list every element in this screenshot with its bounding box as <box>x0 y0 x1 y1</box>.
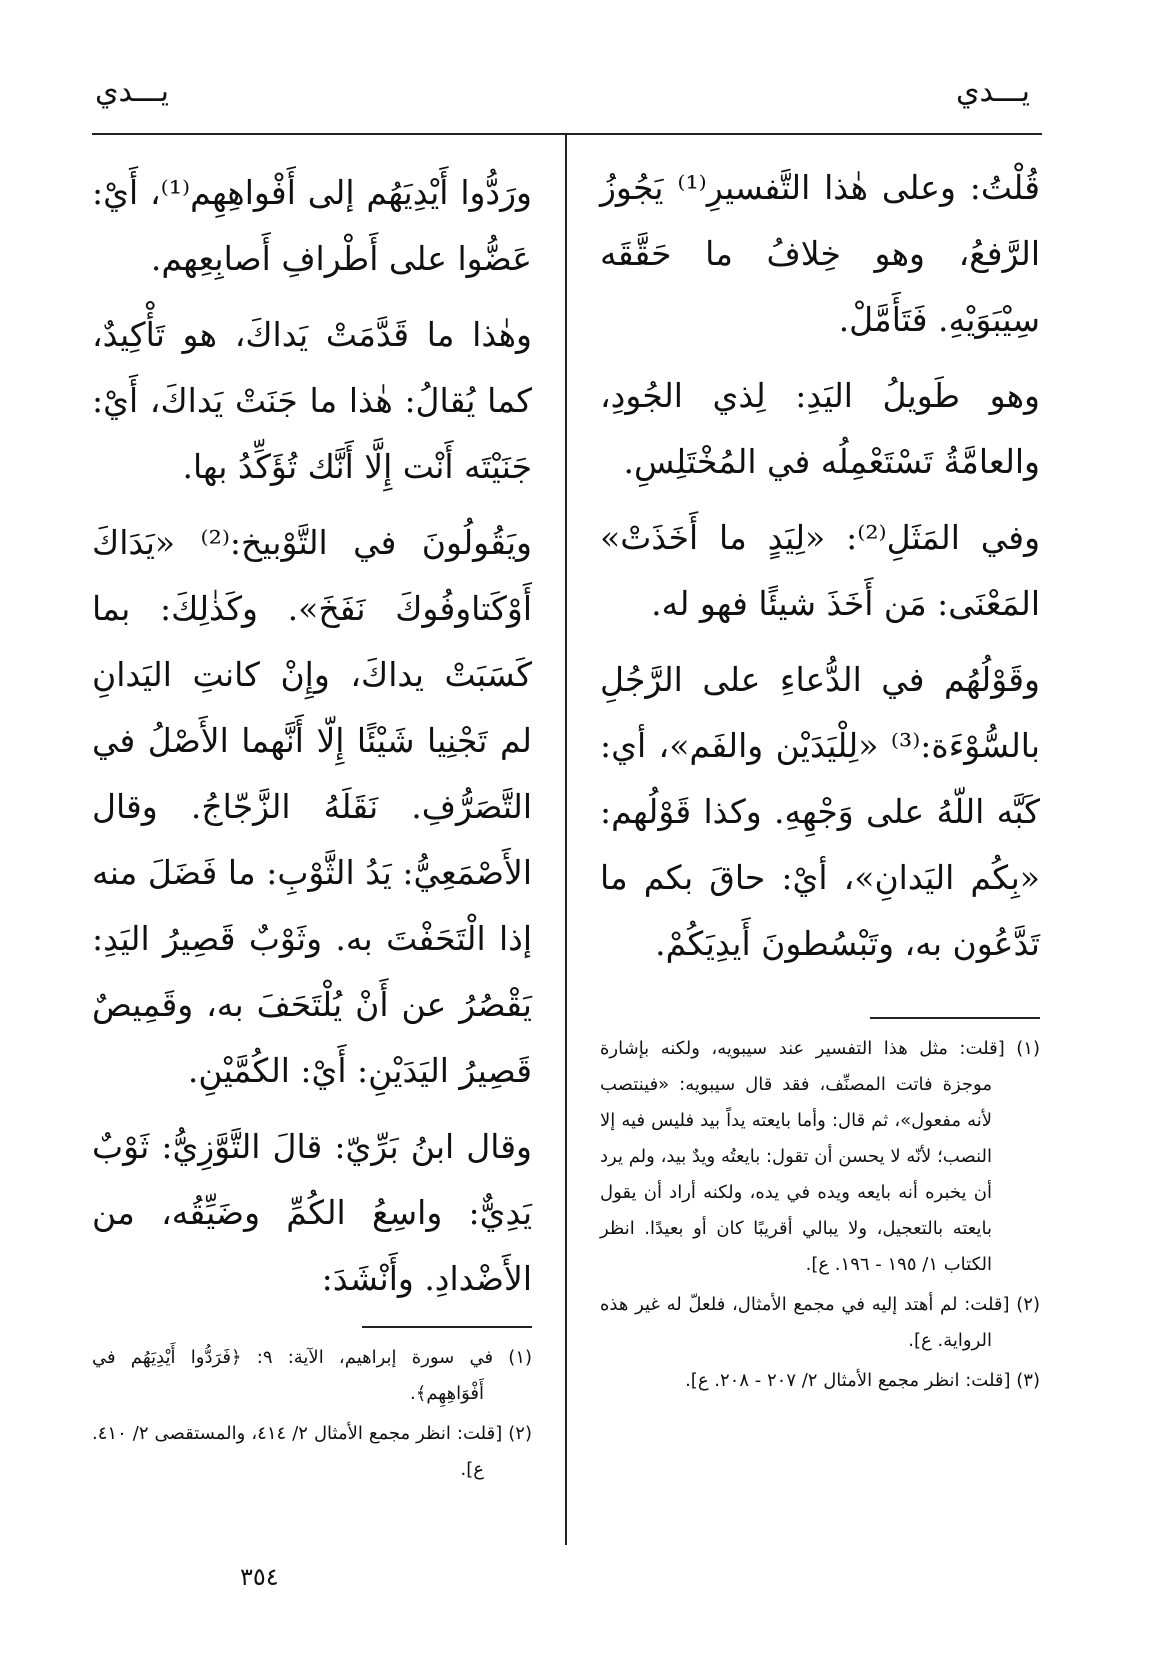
footnote-rule <box>870 1017 1040 1019</box>
left-column <box>92 160 532 1492</box>
footnote: (١) في سورة إبراهيم، الآية: ٩: ﴿فَرَدُّوا أَيْدِيَهُم في أَفْوَاهِهِم﴾. <box>92 1347 533 1404</box>
body-paragraph: وقال ابنُ بَرِّيّ: قالَ التَّوَّزِيُّ: ثَوْبٌ يَدِيٌّ: واسِعُ الكُمِّ وضَيِّقُه، من الأَضْدادِ. وأَنْشَدَ: <box>92 1127 532 1298</box>
running-header-left: يـــدي <box>95 74 169 109</box>
footnote: (٢) [قلت: انظر مجمع الأمثال ٢/ ٤١٤، والمستقصى ٢/ ٤١٠. ع]. <box>92 1423 532 1480</box>
column-divider <box>565 135 567 1545</box>
body-paragraph: قُلْتُ: وعلى هٰذا التَّفسيرِ⁽¹⁾ يَجُوزُ الرَّفعُ، وهو خِلافُ ما حَقَّقَه سِيْبَوَيْهِ. فَتَأَمَّلْ. <box>600 168 1040 339</box>
body-paragraph: وفي المَثَلِ⁽²⁾: «لِيَدٍ ما أَخَذَتْ» المَعْنَى: مَن أَخَذَ شيئًا فهو له. <box>600 518 1041 623</box>
body-paragraph: ورَدُّوا أَيْدِيَهُم إلى أَفْواهِهِم⁽¹⁾، أَيْ: عَضُّوا على أَطْرافِ أَصابِعِهم. <box>92 173 532 278</box>
body-paragraph: ويَقُولُونَ في التَّوْبيخ:⁽²⁾ «يَدَاكَ أَوْكَتاوفُوكَ نَفَخَ». وكَذٰلِكَ: بما كَسَبَتْ يداكَ، وإِنْ كانتِ اليَدانِ لم تَجْنِيا شَيْئًا إِلّا أَنَّهما الأَصْلُ في التَّصَرُّفِ. نَقَلَهُ الزَّجّاجُ. وقال الأَصْمَعِيُّ: يَدُ الثَّوْبِ: ما فَضَلَ منه إذا الْتَحَفْتَ به. وثَوْبٌ قَصِيرُ اليَدِ: يَقْصُرُ عن أَنْ يُلْتَحَفَ به، وقَمِيصٌ قَصِيرُ اليَدَيْنِ: أَيْ: الكُمَّيْنِ. <box>92 523 532 1090</box>
header-rule <box>92 133 1042 135</box>
right-column <box>600 155 1040 1403</box>
body-paragraph: وهو طَويلُ اليَدِ: لِذي الجُودِ، والعامَّةُ تَسْتَعْمِلُه في المُخْتَلِسِ. <box>600 376 1040 481</box>
footnote: (١) [قلت: مثل هذا التفسير عند سيبويه، ولكنه بإشارة موجزة فاتت المصنِّف، فقد قال سيبويه: «فينتصب لأنه مفعول»، ثم قال: وأما بايعته يداً بيد فليس فيه إلا النصب؛ لأنّه لا يحسن أن تقول: بايعتُه ويدٌ بيد، ولم يرد أن يخبره أنه بايعه ويده في يده، ولكنه أراد أن يقول بايعته بالتعجيل، ولا يبالي أقريبًا كان أو بعيدًا. انظر الكتاب ١/ ١٩٥ - ١٩٦. ع]. <box>600 1038 1040 1275</box>
running-header-right: يـــدي <box>956 74 1030 109</box>
footnote-rule <box>362 1326 532 1328</box>
body-paragraph: وهٰذا ما قَدَّمَتْ يَداكَ، هو تَأْكِيدٌ، كما يُقالُ: هٰذا ما جَنَتْ يَداكَ، أَيْ: جَنَيْتَه أَنْت إِلَّا أَنَّك تُؤَكِّدُ بها. <box>92 315 532 486</box>
footnote: (٢) [قلت: لم أهتد إليه في مجمع الأمثال، فلعلّ له غير هذه الرواية. ع]. <box>600 1294 1040 1351</box>
body-paragraph: وقَوْلُهُم في الدُّعاءِ على الرَّجُلِ بالسُّوْءَة:⁽³⁾ «لِلْيَدَيْن والفَم»، أي: كَبَّه اللّهُ على وَجْهِهِ. وكذا قَوْلُهم: «بِكُم اليَدانِ»، أيْ: حاقَ بكم ما تَدَّعُون به، وتَبْسُطونَ أَيدِيَكُمْ. <box>600 660 1040 963</box>
page-number: ٣٥٤ <box>240 1563 279 1591</box>
footnote: (٣) [قلت: انظر مجمع الأمثال ٢/ ٢٠٧ - ٢٠٨. ع]. <box>685 1370 1040 1391</box>
